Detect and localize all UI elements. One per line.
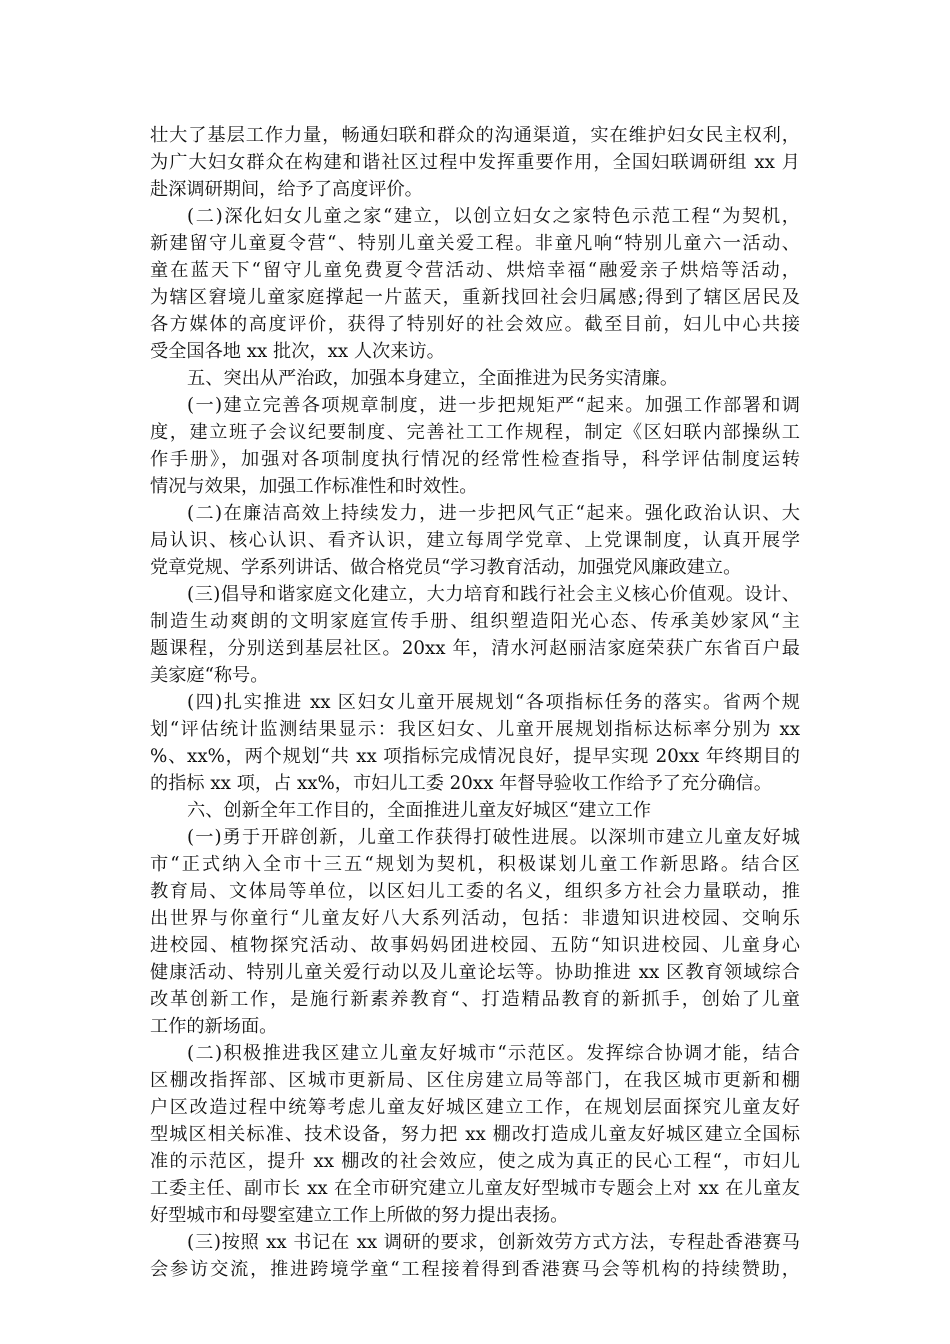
paragraph-first-line: 五、突出从严治政，加强本身建立，全面推进为民务实清廉。 [187, 368, 679, 389]
text-line: 型城区相关标准、技术设备，努力把 xx 棚改打造成儿童友好城区建立全国标 [150, 1124, 800, 1145]
text-line: 改革创新工作，是施行新素养教育“、打造精品教育的新抓手，创始了儿童 [150, 989, 800, 1010]
paragraph-first-line: (二)在廉洁高效上持续发力，进一步把风气正“起来。强化政治认识、大 [187, 503, 800, 524]
text-line: 受全国各地 xx 批次，xx 人次来访。 [150, 341, 445, 362]
text-line: 童在蓝天下“留守儿童免费夏令营活动、烘焙幸福“融爱亲子烘焙等活动， [150, 260, 800, 281]
paragraph-first-line: (一)建立完善各项规章制度，进一步把规矩严“起来。加强工作部署和调 [187, 395, 800, 416]
text-line: 制造生动爽朗的文明家庭宣传手册、组织塑造阳光心态、传承美妙家风“主 [150, 611, 800, 632]
document-body [150, 122, 800, 1283]
text-line: 度，建立班子会议纪要制度、完善社工工作规程，制定《区妇联内部操纵工 [150, 422, 800, 443]
text-line: 为辖区窘境儿童家庭撑起一片蓝天，重新找回社会归属感;得到了辖区居民及 [150, 287, 800, 308]
text-line: 会参访交流，推进跨境学童“工程接着得到香港赛马会等机构的持续赞助， [150, 1259, 800, 1280]
text-line: 划“评估统计监测结果显示：我区妇女、儿童开展规划指标达标率分别为 xx [150, 719, 800, 740]
text-line: 教育局、文体局等单位，以区妇儿工委的名义，组织多方社会力量联动，推 [150, 881, 800, 902]
text-line: 作手册》，加强对各项制度执行情况的经常性检查指导，科学评估制度运转 [150, 449, 800, 470]
text-line: 题课程，分别送到基层社区。20xx 年，清水河赵丽洁家庭荣获广东省百户最 [150, 638, 800, 659]
text-line: 美家庭“称号。 [150, 665, 269, 686]
text-line: 工委主任、副市长 xx 在全市研究建立儿童友好型城市专题会上对 xx 在儿童友 [150, 1178, 800, 1199]
paragraph-first-line: (三)按照 xx 书记在 xx 调研的要求，创新效劳方式方法，专程赴香港赛马 [187, 1232, 800, 1253]
paragraph-first-line: 六、创新全年工作目的，全面推进儿童友好城区“建立工作 [187, 800, 651, 821]
text-line: 进校园、植物探究活动、故事妈妈团进校园、五防“知识进校园、儿童身心 [150, 935, 800, 956]
text-line: 健康活动、特别儿童关爱行动以及儿童论坛等。协助推进 xx 区教育领域综合 [150, 962, 800, 983]
text-line: 好型城市和母婴室建立工作上所做的努力提出表扬。 [150, 1205, 569, 1226]
paragraph-first-line: (二)积极推进我区建立儿童友好城市“示范区。发挥综合协调才能，结合 [187, 1043, 800, 1064]
paragraph-first-line: (二)深化妇女儿童之家“建立，以创立妇女之家特色示范工程“为契机， [187, 206, 800, 227]
text-line: 各方媒体的高度评价，获得了特别好的社会效应。截至目前，妇儿中心共接 [150, 314, 800, 335]
text-line: 党章党规、学系列讲话、做合格党员“学习教育活动，加强党风廉政建立。 [150, 557, 742, 578]
text-line: 的指标 xx 项，占 xx%，市妇儿工委 20xx 年督导验收工作给予了充分确信。 [150, 773, 772, 794]
text-line: 户区改造过程中统筹考虑儿童友好城区建立工作，在规划层面探究儿童友好 [150, 1097, 800, 1118]
text-line: 情况与效果，加强工作标准性和时效性。 [150, 476, 478, 497]
text-line: 赴深调研期间，给予了高度评价。 [150, 179, 423, 200]
text-line: 区棚改指挥部、区城市更新局、区住房建立局等部门，在我区城市更新和棚 [150, 1070, 800, 1091]
text-line: 壮大了基层工作力量，畅通妇联和群众的沟通渠道，实在维护妇女民主权利， [150, 125, 800, 146]
text-line: 市“正式纳入全市十三五“规划为契机，积极谋划儿童工作新思路。结合区 [150, 854, 800, 875]
text-line: %、xx%，两个规划“共 xx 项指标完成情况良好，提早实现 20xx 年终期目的 [150, 746, 800, 767]
text-line: 出世界与你童行“儿童友好八大系列活动，包括：非遗知识进校园、交响乐 [150, 908, 800, 929]
paragraph-first-line: (三)倡导和谐家庭文化建立，大力培育和践行社会主义核心价值观。设计、 [187, 584, 800, 605]
text-line: 工作的新场面。 [150, 1016, 278, 1037]
text-line: 局认识、核心认识、看齐认识，建立每周学党章、上党课制度，认真开展学 [150, 530, 800, 551]
text-line: 准的示范区，提升 xx 棚改的社会效应，使之成为真正的民心工程“，市妇儿 [150, 1151, 800, 1172]
text-line: 新建留守儿童夏令营“、特别儿童关爱工程。非童凡响“特别儿童六一活动、 [150, 233, 800, 254]
text-line: 为广大妇女群众在构建和谐社区过程中发挥重要作用，全国妇联调研组 xx 月 [150, 152, 800, 173]
paragraph-first-line: (四)扎实推进 xx 区妇女儿童开展规划“各项指标任务的落实。省两个规 [187, 692, 800, 713]
paragraph-first-line: (一)勇于开辟创新，儿童工作获得打破性进展。以深圳市建立儿童友好城 [187, 827, 800, 848]
